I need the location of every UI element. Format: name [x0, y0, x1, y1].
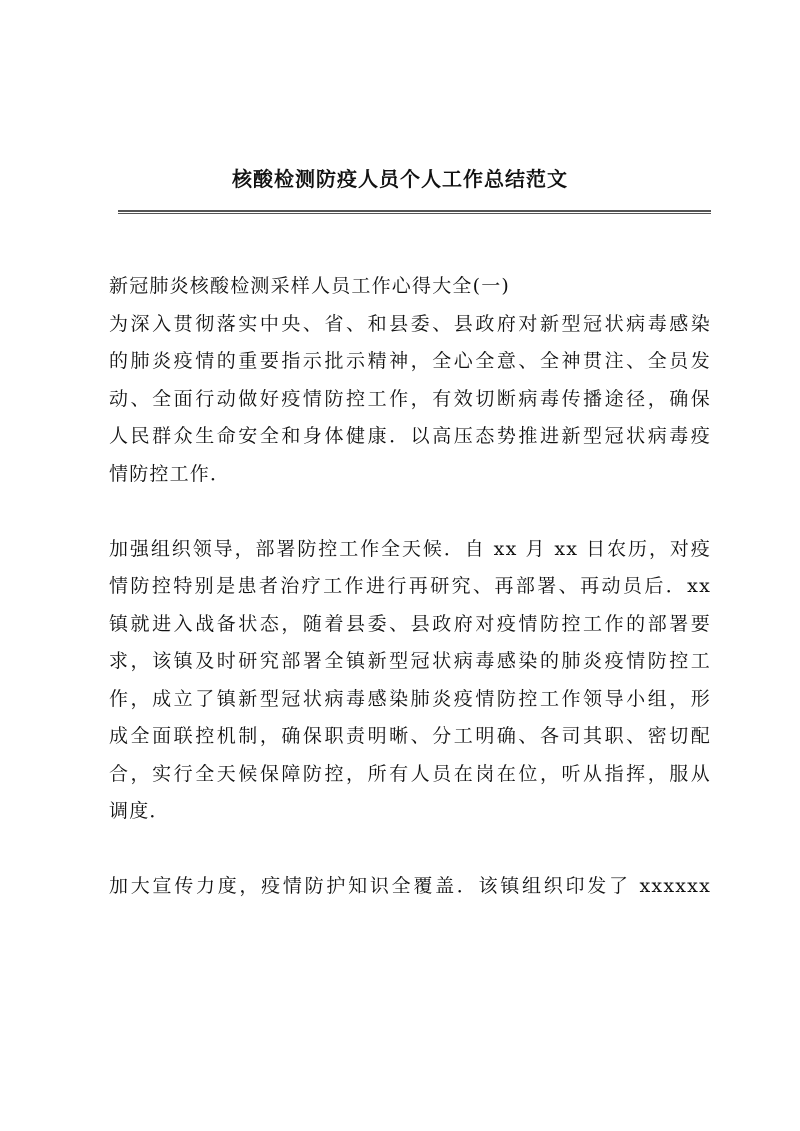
section-heading: 新冠肺炎核酸检测采样人员工作心得大全(一): [109, 275, 511, 297]
paragraph-line: 情防控工作．: [109, 462, 231, 485]
paragraph-line: 人民群众生命安全和身体健康．以高压态势推进新型冠状病毒疫: [109, 425, 711, 447]
document-body: [109, 268, 711, 906]
document-title: 核酸检测防疫人员个人工作总结范文: [232, 167, 568, 191]
paragraph-line: 加强组织领导，部署防控工作全天候．自 xx 月 xx 日农历，对疫: [109, 537, 711, 560]
paragraph-line: 为深入贯彻落实中央、省、和县委、县政府对新型冠状病毒感染: [109, 312, 711, 335]
paragraph-line: 调度．: [109, 800, 170, 822]
paragraph-line: 合，实行全天候保障防控，所有人员在岗在位，听从指挥，服从: [109, 762, 711, 785]
paragraph-gap: [109, 831, 711, 869]
paragraph-line: 的肺炎疫情的重要指示批示精神，全心全意、全神贯注、全员发: [109, 350, 711, 372]
paragraph-2: [109, 531, 711, 831]
paragraph-line: 作，成立了镇新型冠状病毒感染肺炎疫情防控工作领导小组，形: [109, 687, 711, 710]
paragraph-line: 成全面联控机制，确保职责明晰、分工明确、各司其职、密切配: [109, 725, 711, 747]
paragraph-line: 镇就进入战备状态，随着县委、县政府对疫情防控工作的部署要: [109, 612, 711, 635]
paragraph-line: 求，该镇及时研究部署全镇新型冠状病毒感染的肺炎疫情防控工: [109, 650, 711, 672]
paragraph-1: [109, 306, 711, 494]
paragraph-line: 加大宣传力度，疫情防护知识全覆盖．该镇组织印发了 xxxxxx: [109, 875, 711, 897]
paragraph-3: [109, 868, 711, 906]
paragraph-line: 情防控特别是患者治疗工作进行再研究、再部署、再动员后．xx: [109, 575, 711, 597]
title-divider: [118, 210, 711, 214]
paragraph-line: 动、全面行动做好疫情防控工作，有效切断病毒传播途径，确保: [109, 387, 711, 410]
paragraph-gap: [109, 493, 711, 531]
